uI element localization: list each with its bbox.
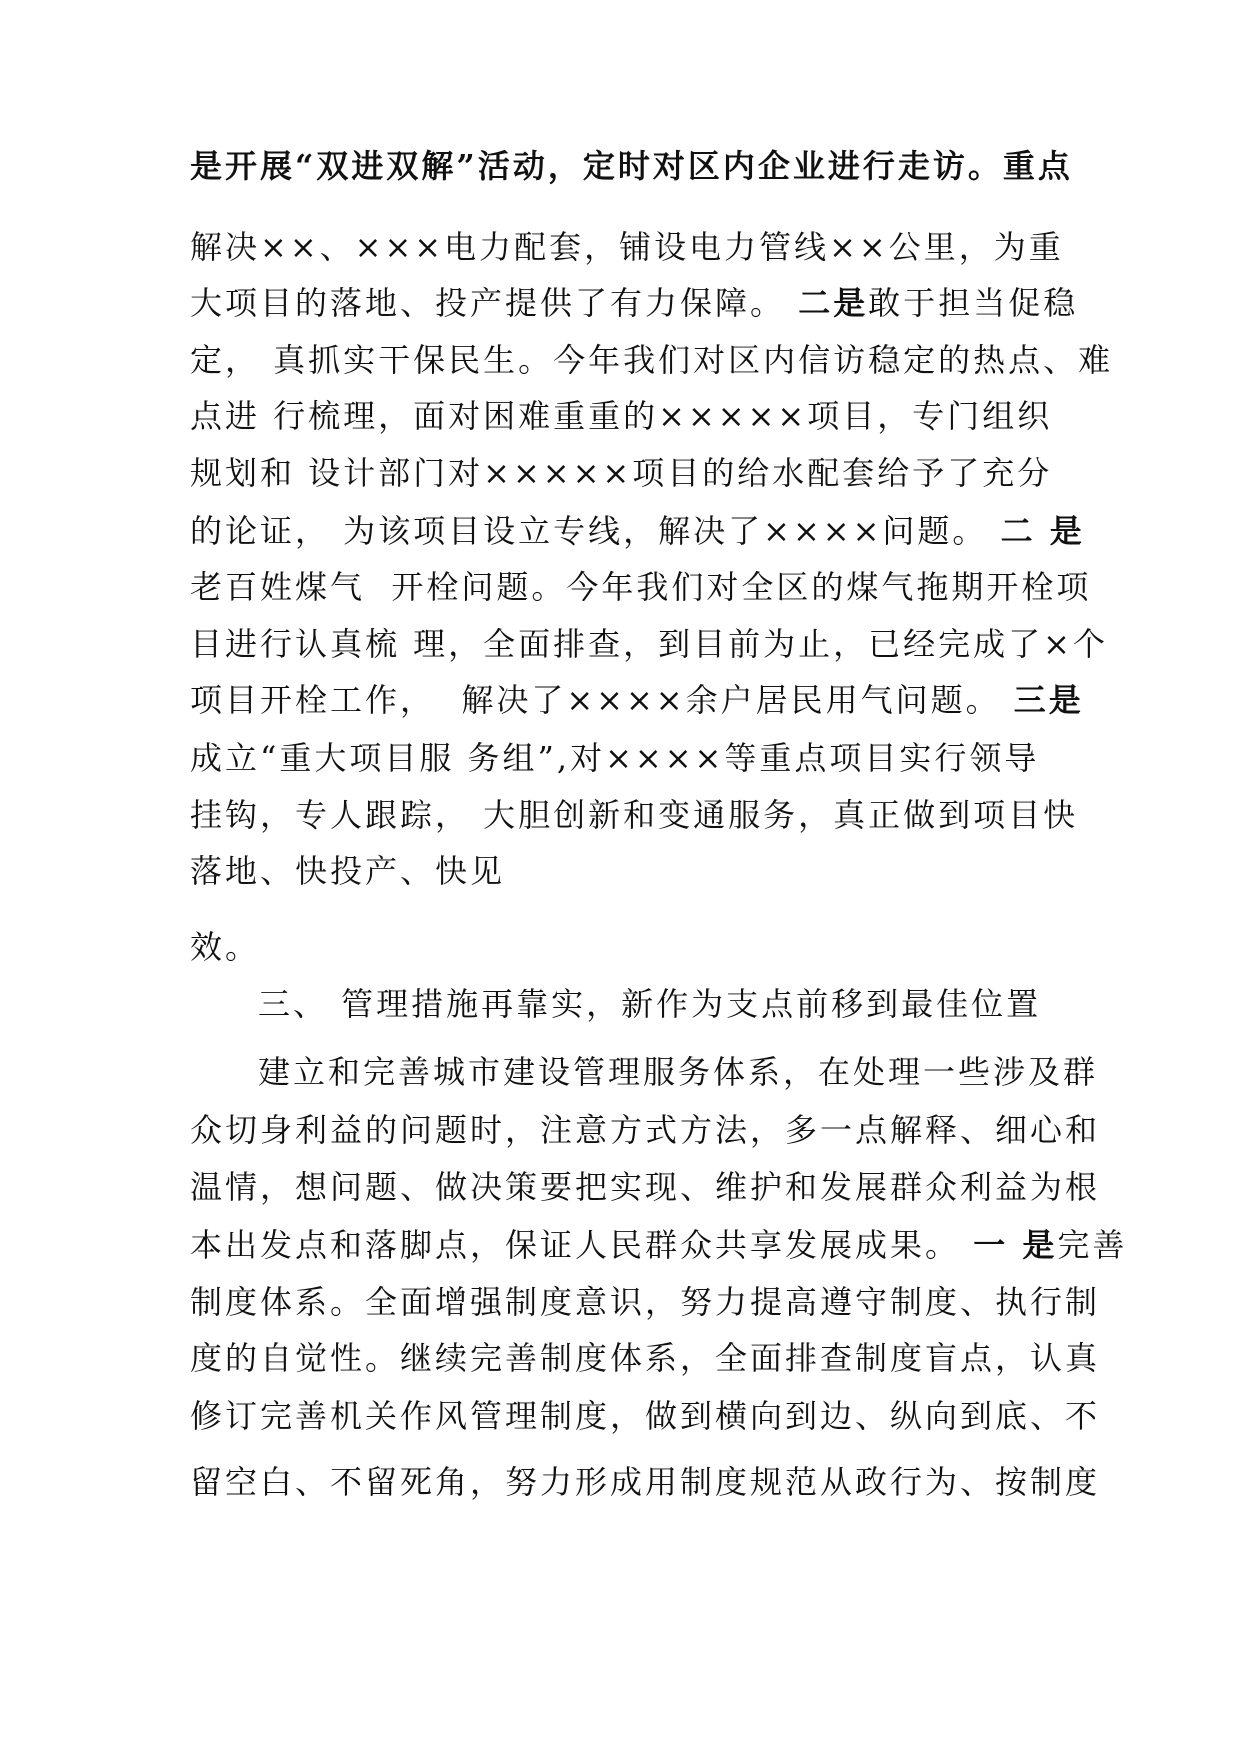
- text-line-8: [190, 567, 1091, 607]
- text-segment: 效。: [190, 928, 261, 966]
- bold-text-segment: 二是: [798, 284, 869, 322]
- text-line-11: [190, 738, 1039, 778]
- text-line-3: [190, 283, 1078, 323]
- text-line-6: [190, 453, 1052, 493]
- text-segment: 三、 管理措施再靠实，新作为支点前移到最佳位置: [258, 985, 1042, 1023]
- text-segment: 的论证， 为该项目设立专线，解决了××××问题。: [190, 512, 1001, 550]
- bold-text-segment: 二 是: [1000, 512, 1085, 550]
- text-line-13: [190, 851, 505, 891]
- text-segment: 成立“重大项目服 务组”,对××××等重点项目实行领导: [190, 739, 1040, 777]
- text-line-14: [190, 927, 260, 967]
- bold-text-segment: 一 是: [973, 1226, 1058, 1264]
- text-line-10: [190, 680, 1084, 720]
- text-segment: 本出发点和落脚点，保证人民群众共享发展成果。: [190, 1226, 974, 1264]
- text-segment: 定， 真抓实干保民生。今年我们对区内信访稳定的热点、难: [190, 341, 1114, 379]
- text-line-12: [190, 795, 1078, 835]
- text-line-21: [190, 1338, 1100, 1378]
- text-segment: 众切身利益的问题时，注意方式方法，多一点解释、细心和: [190, 1111, 1101, 1149]
- text-segment: 留空白、不留死角，努力形成用制度规范从政行为、按制度: [190, 1463, 1101, 1501]
- text-segment: 项目开栓工作， 解决了××××余户居民用气问题。: [190, 681, 1014, 719]
- text-line-1: [190, 146, 1073, 186]
- text-line-19: [190, 1225, 1127, 1265]
- text-line-17: [190, 1110, 1100, 1150]
- text-line-5: [190, 396, 1052, 436]
- text-segment: 修订完善机关作风管理制度，做到横向到边、纵向到底、不: [190, 1397, 1101, 1435]
- text-segment: 大项目的落地、投产提供了有力保障。: [190, 284, 799, 322]
- text-line-7: [190, 511, 1085, 551]
- text-line-23: [190, 1462, 1100, 1502]
- text-segment: 制度体系。全面增强制度意识，努力提高遵守制度、执行制: [190, 1283, 1101, 1321]
- text-segment: 老百姓煤气 开栓问题。今年我们对全区的煤气拖期开栓项: [190, 568, 1092, 606]
- text-segment: 建立和完善城市建设管理服务体系，在处理一些涉及群: [258, 1053, 1099, 1091]
- text-segment: 解决××、×××电力配套，铺设电力管线××公里，为重: [190, 228, 1064, 266]
- text-line-2: [190, 227, 1064, 267]
- text-line-9: [190, 624, 1108, 664]
- text-line-16: [258, 1052, 1098, 1092]
- text-line-4: [190, 340, 1113, 380]
- text-line-18: [190, 1167, 1100, 1207]
- text-segment: 落地、快投产、快见: [190, 852, 506, 890]
- text-segment: 挂钩，专人跟踪， 大胆创新和变通服务，真正做到项目快: [190, 796, 1079, 834]
- text-line-20: [190, 1282, 1100, 1322]
- text-segment: 完善: [1057, 1226, 1128, 1264]
- text-segment: 规划和 设计部门对×××××项目的给水配套给予了充分: [190, 454, 1053, 492]
- text-segment: 点进 行梳理，面对困难重重的×××××项目，专门组织: [190, 397, 1053, 435]
- bold-text-segment: 三是: [1013, 681, 1084, 719]
- text-line-22: [190, 1396, 1100, 1436]
- text-segment: 温情，想问题、做决策要把实现、维护和发展群众利益为根: [190, 1168, 1101, 1206]
- bold-text-segment: 是开展“双进双解”活动，定时对区内企业进行走访。重点: [190, 147, 1073, 185]
- text-segment: 敢于担当促稳: [868, 284, 1079, 322]
- text-segment: 目进行认真梳 理，全面排查，到目前为止，已经完成了×个: [190, 625, 1108, 663]
- text-segment: 度的自觉性。继续完善制度体系，全面排查制度盲点，认真: [190, 1339, 1101, 1377]
- section-heading: [258, 984, 1041, 1024]
